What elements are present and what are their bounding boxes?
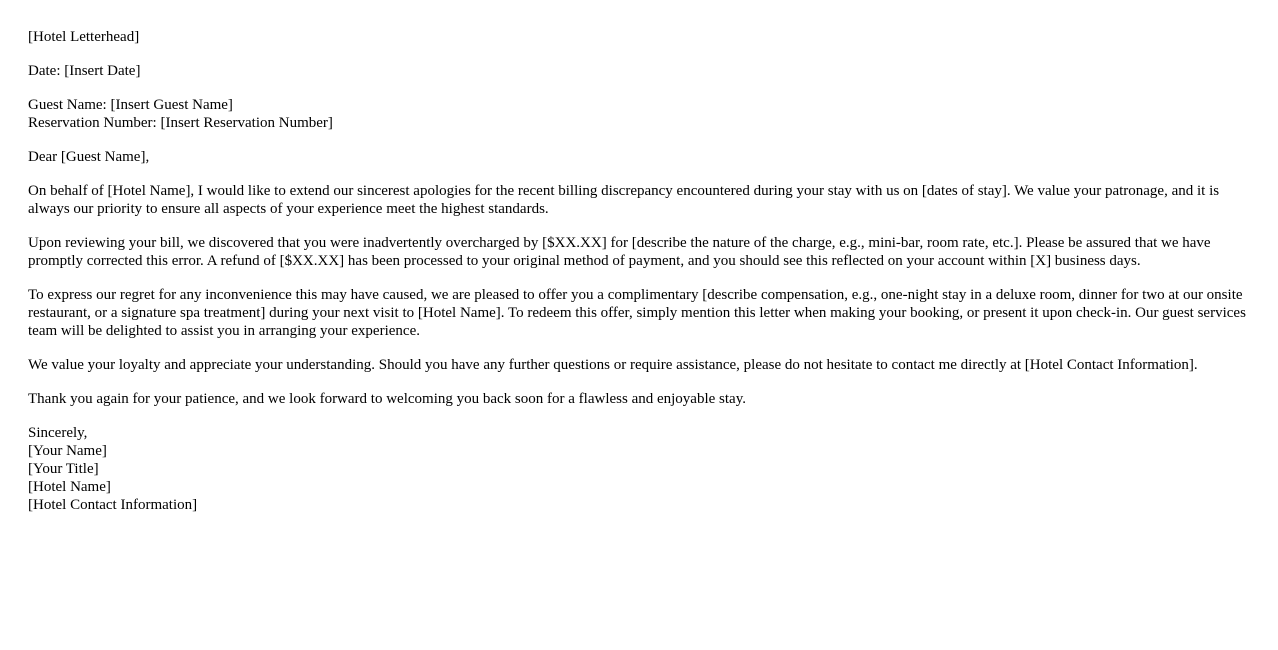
body-paragraph-compensation: To express our regret for any inconvenience this may have caused, we are pleased to offer you a complimentary [describe compensation, e.g., one-night stay in a deluxe room, dinner for two at our onsite restaurant, or a signature spa treatment] during your next visit to [Hotel Name]. To redeem this offer, simply mention this letter when making your booking, or present it upon check-in. Our guest services team will be delighted to assist you in arranging your experience. (28, 287, 1246, 339)
closing: Sincerely, (28, 425, 88, 441)
guest-name: Guest Name: [Insert Guest Name] (28, 97, 233, 113)
body-paragraph-thanks: Thank you again for your patience, and we look forward to welcoming you back soon for a flawless and enjoyable stay. (28, 391, 746, 407)
signature-title: [Your Title] (28, 461, 99, 477)
signature-block (28, 424, 1250, 514)
signature-hotel: [Hotel Name] (28, 479, 111, 495)
letter-document (28, 28, 1250, 530)
signature-name: [Your Name] (28, 443, 107, 459)
signature-contact: [Hotel Contact Information] (28, 497, 198, 513)
reservation-number: Reservation Number: [Insert Reservation Number] (28, 115, 333, 131)
letterhead: [Hotel Letterhead] (28, 29, 140, 45)
body-paragraph-refund: Upon reviewing your bill, we discovered that you were inadvertently overcharged by [$XX.XX] for [describe the nature of the charge, e.g., mini-bar, room rate, etc.]. Please be assured that we have promptly corrected this error. A refund of [$XX.XX] has been processed to your original method of payment, and you should see this reflected on your account within [X] business days. (28, 235, 1211, 269)
guest-info (28, 96, 1250, 132)
salutation: Dear [Guest Name], (28, 149, 150, 165)
letter-date: Date: [Insert Date] (28, 63, 141, 79)
body-paragraph-apology: On behalf of [Hotel Name], I would like to extend our sincerest apologies for the recent billing discrepancy encountered during your stay with us on [dates of stay]. We value your patronage, and it is always our priority to ensure all aspects of your experience meet the highest standards. (28, 183, 1220, 217)
body-paragraph-contact: We value your loyalty and appreciate your understanding. Should you have any further questions or require assistance, please do not hesitate to contact me directly at [Hotel Contact Information]. (28, 357, 1198, 373)
